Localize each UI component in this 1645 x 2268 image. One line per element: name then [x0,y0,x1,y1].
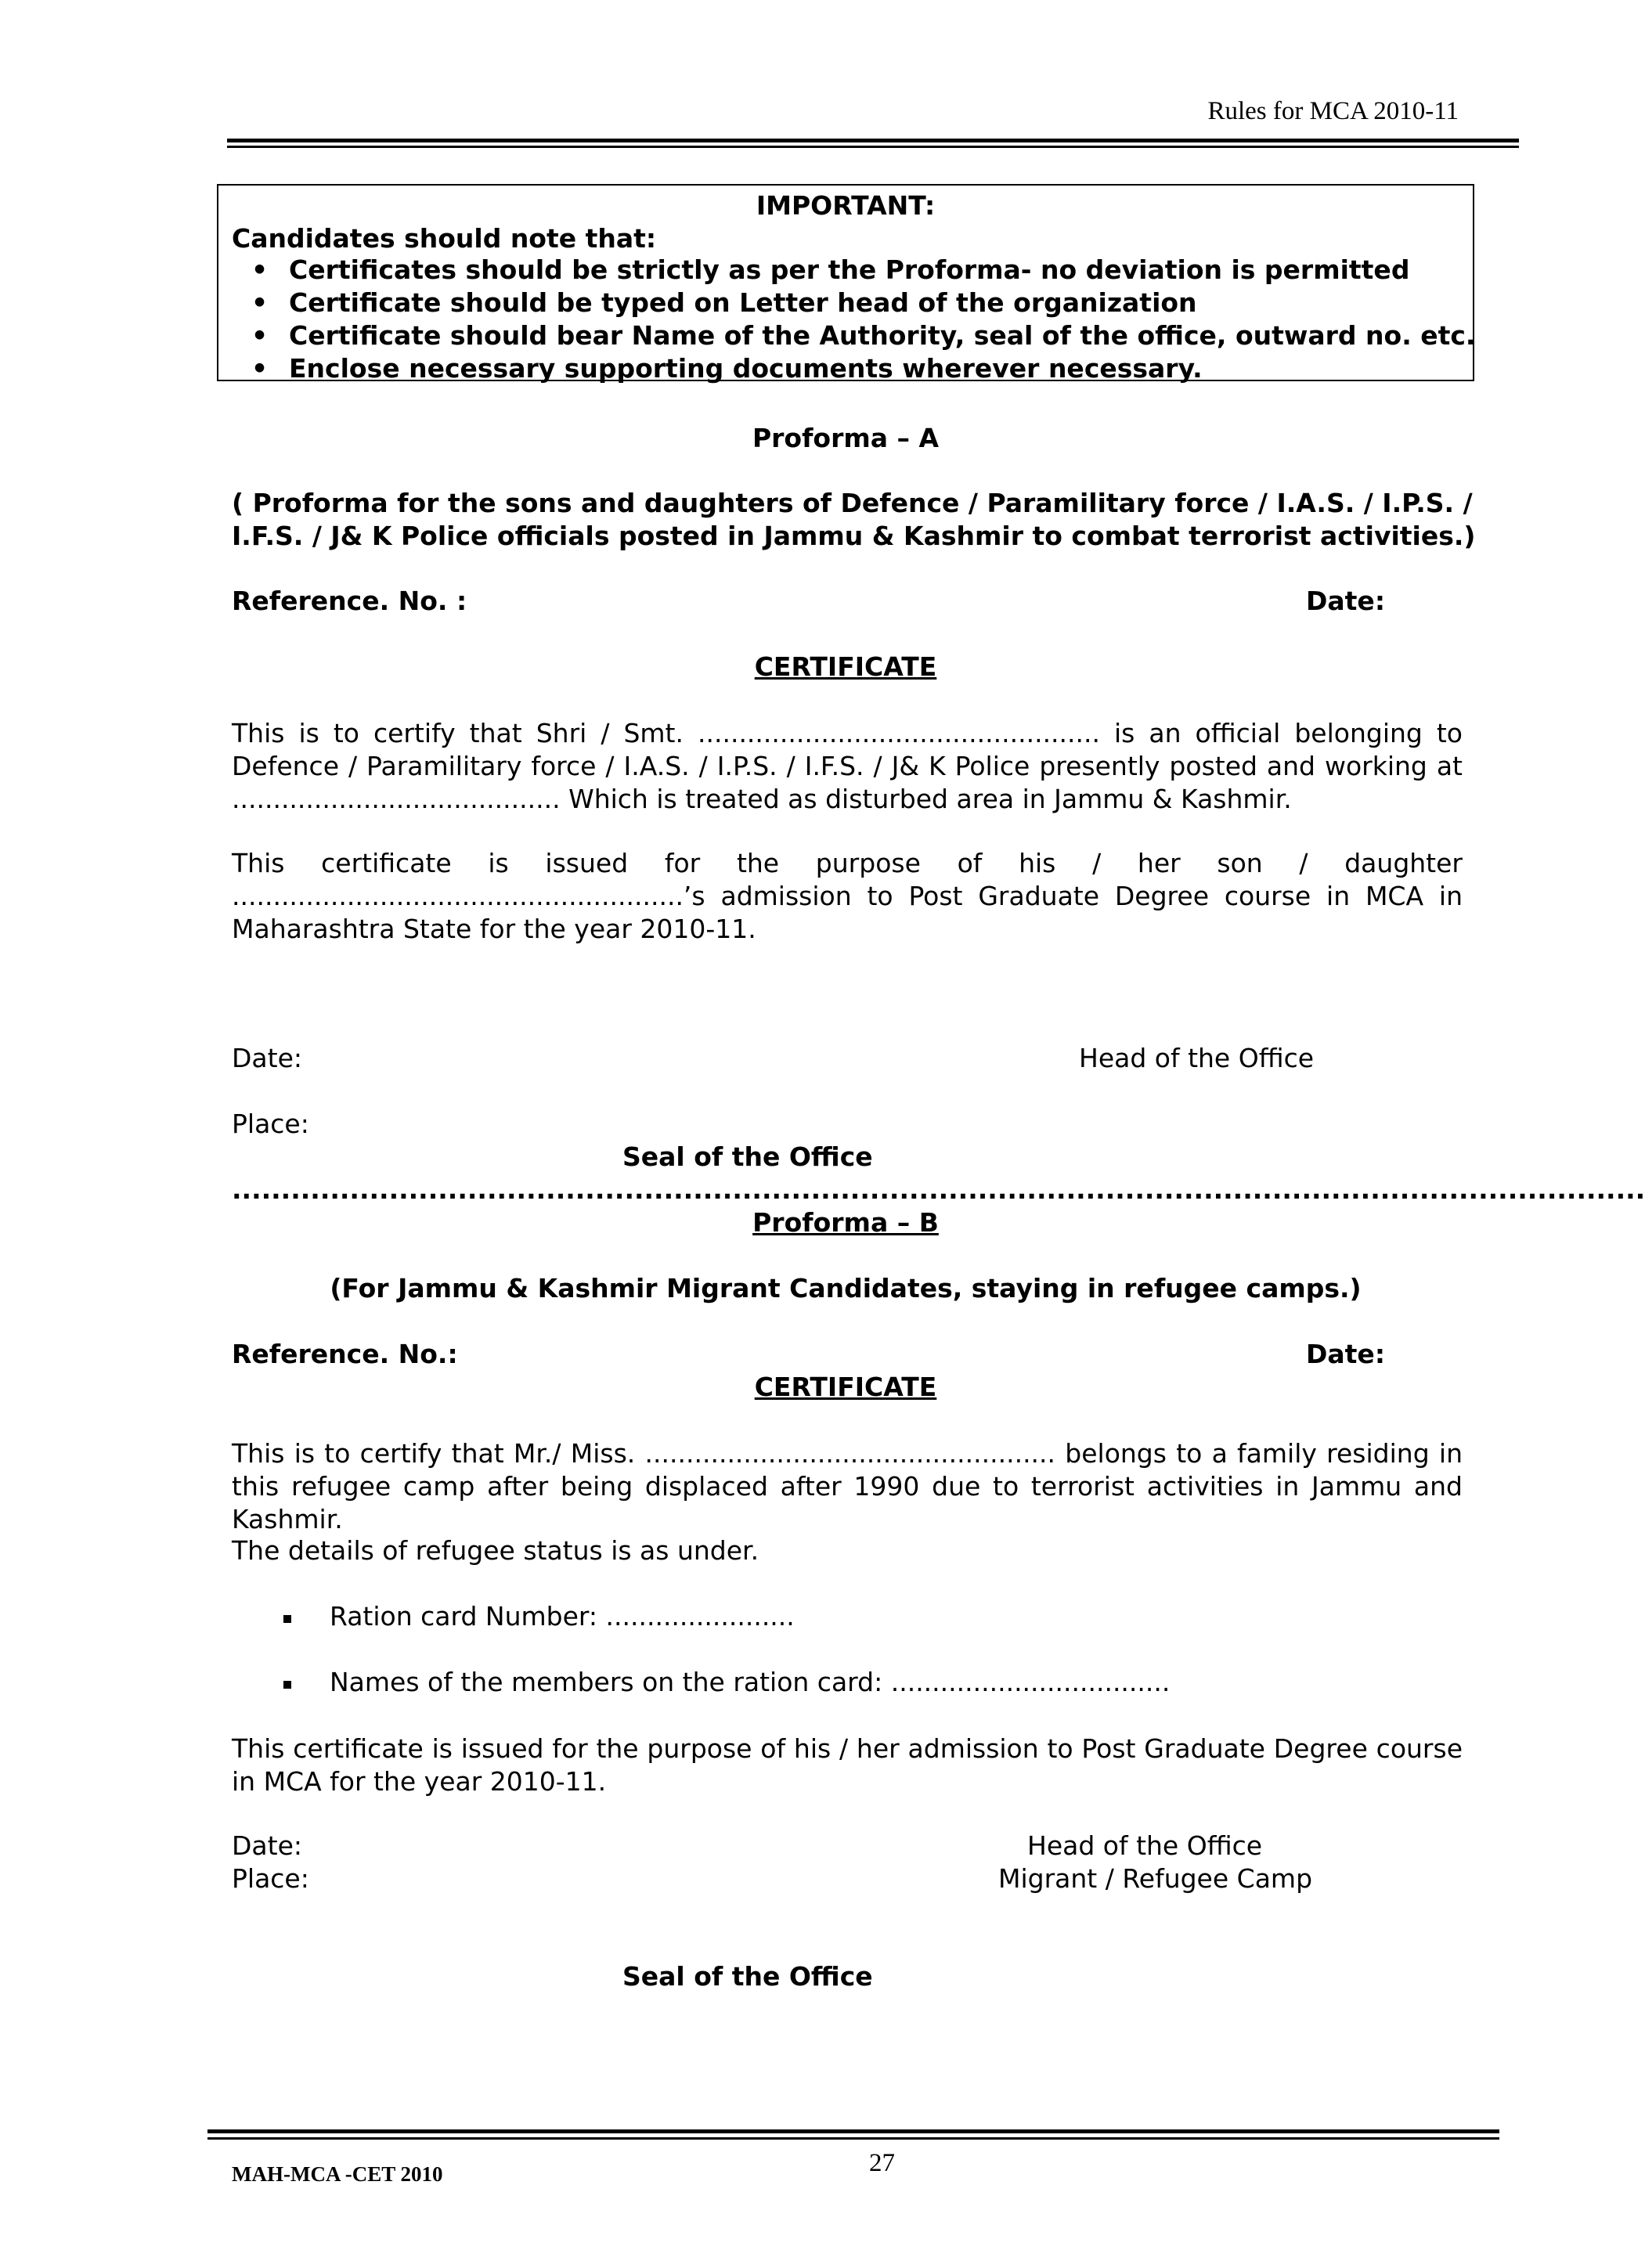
square-bullet-icon [283,1615,291,1623]
proforma-b-subtitle: (For Jammu & Kashmir Migrant Candidates, staying in refugee camps.) [330,1273,1362,1303]
head-of-office-label: Head of the Office [1079,1043,1315,1073]
sign-date-label: Date: [232,1830,302,1861]
header-title: Rules for MCA 2010-11 [1207,97,1459,125]
date-label: Date: [1306,1339,1386,1369]
footer-exam-name: MAH-MCA -CET 2010 [232,2162,443,2186]
sign-date-label: Date: [232,1043,302,1073]
important-item [251,254,1410,285]
bullet-icon: • [251,320,269,351]
proforma-b-title: Proforma – B [752,1207,939,1238]
header-rule-thin [227,146,1519,148]
sign-place-label: Place: [232,1863,309,1894]
important-item-text: Certificate should be typed on Letter head of the organization [289,287,1197,318]
dotted-separator: ................................................................................................................................................ [232,1174,1645,1205]
head-of-office-label: Head of the Office [1027,1830,1263,1861]
proforma-a-subtitle: ( Proforma for the sons and daughters of Defence / Paramilitary force / I.A.S. / I.P.S. / [232,488,1473,518]
seal-label: Seal of the Office [622,1141,873,1172]
bullet-icon: • [251,353,269,384]
footer-rule [207,2129,1499,2133]
certificate-purpose-paragraph: This certificate is issued for the purpose of his / her admission to Post Graduate Degree course in MCA for the year 2010-11. [232,1733,1463,1797]
footer-rule-thin [207,2137,1499,2140]
details-intro: The details of refugee status is as under. [232,1535,759,1566]
important-item [251,320,1476,351]
important-intro: Candidates should note that: [232,223,657,254]
important-item [251,287,1197,318]
important-heading: IMPORTANT: [756,190,936,221]
certificate-paragraph: This is to certify that Shri / Smt. ................................................. is an official belonging to Defence / Paramilitary force / I.A.S. / I.P.S. / I.F.S. / J& K Police presently posted and working at ........................................ Which is treated as disturbed area in Jammu & Kashmir. [232,718,1463,814]
important-box [217,184,1476,384]
reference-label: Reference. No.: [232,1339,458,1369]
certificate-paragraph: This is to certify that Mr./ Miss. .................................................. belongs to a family residing in this refugee camp after being displaced after 1990 due to terrorist activities in Jammu and Kashmir. [232,1438,1463,1534]
date-label: Date: [1306,586,1386,616]
bullet-icon: • [251,254,269,285]
ration-card-item: Ration card Number: ....................... [330,1601,795,1632]
important-item-text: Certificates should be strictly as per the Proforma- no deviation is permitted [289,254,1410,285]
certificate-purpose-paragraph: This certificate is issued for the purpose of his / her son / daughter .......................................................’s admission to Post Graduate Degree course in MCA in Maharashtra State for the year 2010-11. [232,848,1463,944]
proforma-a-title: Proforma – A [752,423,940,453]
important-item-text: Enclose necessary supporting documents wherever necessary. [289,353,1203,384]
important-item-text: Certificate should bear Name of the Authority, seal of the office, outward no. etc. [289,320,1476,351]
bullet-icon: • [251,287,269,318]
sign-place-label: Place: [232,1109,309,1139]
certificate-heading: CERTIFICATE [754,1372,937,1402]
reference-label: Reference. No. : [232,586,467,616]
proforma-a-subtitle-cont: I.F.S. / J& K Police officials posted in Jammu & Kashmir to combat terrorist activities.) [232,521,1476,551]
important-item [251,353,1203,384]
header-rule [227,139,1519,142]
refugee-camp-label: Migrant / Refugee Camp [998,1863,1313,1894]
page-number: 27 [869,2149,895,2177]
seal-label: Seal of the Office [622,1961,873,1992]
certificate-heading: CERTIFICATE [754,651,937,682]
ration-members-item: Names of the members on the ration card: .................................. [330,1667,1171,1697]
square-bullet-icon [283,1681,291,1689]
